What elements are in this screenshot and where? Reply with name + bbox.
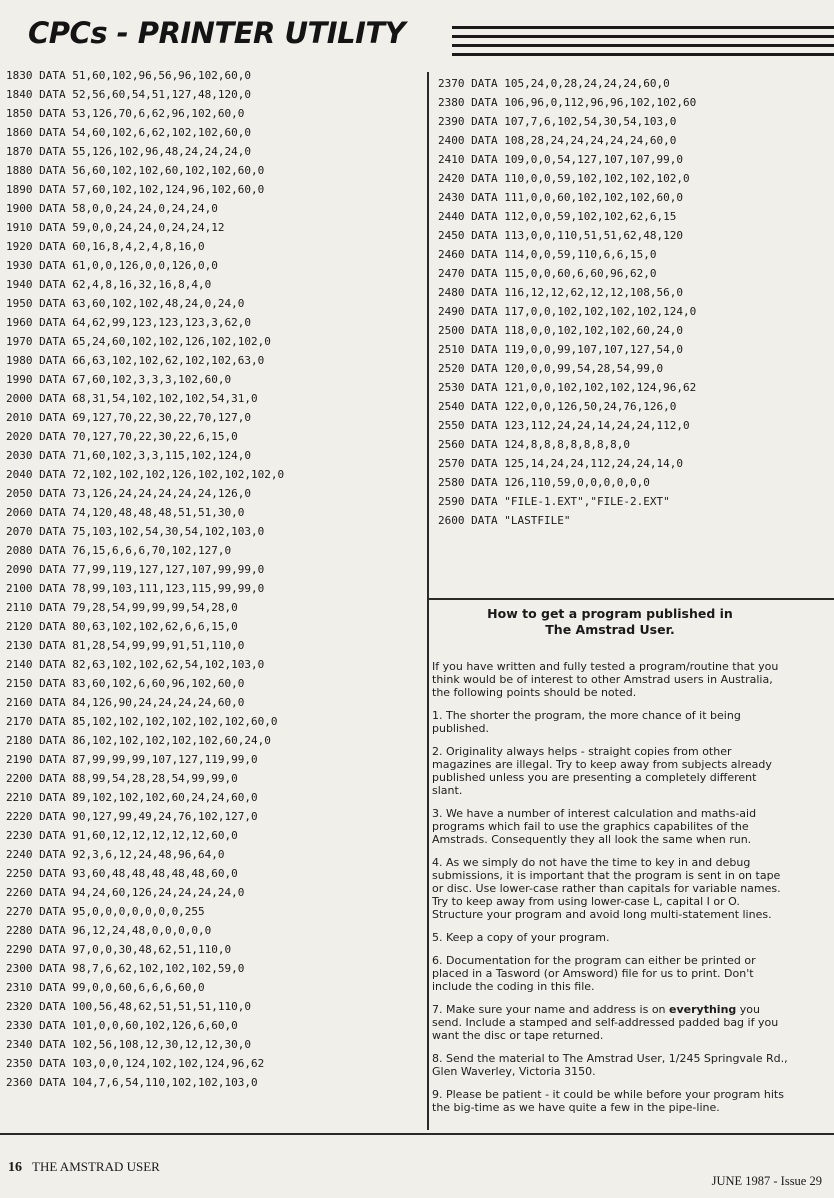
code-line: 2190 DATA 87,99,99,99,107,127,119,99,0: [6, 753, 258, 766]
code-line: 1940 DATA 62,4,8,16,32,16,8,4,0: [6, 278, 212, 291]
code-line: 2040 DATA 72,102,102,102,126,102,102,102,0: [6, 468, 285, 481]
code-line: 2110 DATA 79,28,54,99,99,99,54,28,0: [6, 601, 238, 614]
article-point: 4. As we simply do not have the time to key in and debug submissions, it is important that the program is sent in on tape or disc. Use lower-case rather than capitals for variable names. Try to keep away from using lower-case L, capital I or O. Structure your program and avoid long multi-statement lines.: [432, 856, 781, 921]
code-line: 2590 DATA "FILE-1.EXT","FILE-2.EXT": [438, 495, 670, 508]
code-line: 1970 DATA 65,24,60,102,102,126,102,102,0: [6, 335, 271, 348]
code-line: 2420 DATA 110,0,0,59,102,102,102,102,0: [438, 172, 690, 185]
code-line: 2310 DATA 99,0,0,60,6,6,6,60,0: [6, 981, 205, 994]
code-line: 2200 DATA 88,99,54,28,28,54,99,99,0: [6, 772, 238, 785]
code-line: 2230 DATA 91,60,12,12,12,12,12,60,0: [6, 829, 238, 842]
code-line: 2580 DATA 126,110,59,0,0,0,0,0,0: [438, 476, 650, 489]
code-line: 2380 DATA 106,96,0,112,96,96,102,102,60: [438, 96, 697, 109]
code-line: 2550 DATA 123,112,24,24,14,24,24,112,0: [438, 419, 690, 432]
code-line: 2500 DATA 118,0,0,102,102,102,60,24,0: [438, 324, 684, 337]
code-line: 2070 DATA 75,103,102,54,30,54,102,103,0: [6, 525, 265, 538]
article-point: 6. Documentation for the program can either be printed or placed in a Tasword (or Amsword) file for us to print. Don't include the coding in this file.: [432, 954, 756, 993]
code-line: 2400 DATA 108,28,24,24,24,24,24,60,0: [438, 134, 677, 147]
column-divider: [427, 72, 429, 1130]
code-line: 2300 DATA 98,7,6,62,102,102,102,59,0: [6, 962, 245, 975]
article-point: 2. Originality always helps - straight copies from other magazines are illegal. Try to keep away from subjects already published unless you are presenting a completely different slant.: [432, 745, 772, 797]
code-line: 2260 DATA 94,24,60,126,24,24,24,24,0: [6, 886, 245, 899]
code-line: 2600 DATA "LASTFILE": [438, 514, 571, 527]
code-line: 1950 DATA 63,60,102,102,48,24,0,24,0: [6, 297, 245, 310]
article-title-line1: How to get a program published in: [487, 606, 733, 621]
code-line: 2090 DATA 77,99,119,127,127,107,99,99,0: [6, 563, 265, 576]
code-listing-right: [438, 74, 696, 530]
code-line: 2320 DATA 100,56,48,62,51,51,51,110,0: [6, 1000, 252, 1013]
code-line: 2360 DATA 104,7,6,54,110,102,102,103,0: [6, 1076, 258, 1089]
header-rule-lines: [452, 26, 834, 60]
page-number: 16: [8, 1160, 22, 1175]
code-line: 2030 DATA 71,60,102,3,3,115,102,124,0: [6, 449, 252, 462]
code-line: 1870 DATA 55,126,102,96,48,24,24,24,0: [6, 145, 252, 158]
issue-label: JUNE 1987 - Issue 29: [711, 1174, 822, 1188]
article-point: 8. Send the material to The Amstrad User, 1/245 Springvale Rd., Glen Waverley, Victoria 3150.: [432, 1052, 788, 1078]
code-line: 2170 DATA 85,102,102,102,102,102,102,60,0: [6, 715, 278, 728]
article-point-emphasis: everything: [669, 1003, 737, 1016]
code-line: 2460 DATA 114,0,0,59,110,6,6,15,0: [438, 248, 657, 261]
article-top-rule: [428, 598, 834, 600]
code-line: 2280 DATA 96,12,24,48,0,0,0,0,0: [6, 924, 212, 937]
code-line: 2390 DATA 107,7,6,102,54,30,54,103,0: [438, 115, 677, 128]
code-line: 2140 DATA 82,63,102,102,62,54,102,103,0: [6, 658, 265, 671]
code-line: 2330 DATA 101,0,0,60,102,126,6,60,0: [6, 1019, 238, 1032]
code-line: 1860 DATA 54,60,102,6,62,102,102,60,0: [6, 126, 252, 139]
magazine-name: THE AMSTRAD USER: [32, 1159, 160, 1174]
code-line: 2050 DATA 73,126,24,24,24,24,24,126,0: [6, 487, 252, 500]
page-title: CPCs - PRINTER UTILITY: [28, 16, 406, 50]
code-line: 1910 DATA 59,0,0,24,24,0,24,24,12: [6, 221, 225, 234]
code-line: 2150 DATA 83,60,102,6,60,96,102,60,0: [6, 677, 245, 690]
code-line: 2080 DATA 76,15,6,6,6,70,102,127,0: [6, 544, 232, 557]
article-point: 5. Keep a copy of your program.: [432, 931, 610, 944]
code-line: 1930 DATA 61,0,0,126,0,0,126,0,0: [6, 259, 218, 272]
code-line: 1880 DATA 56,60,102,102,60,102,102,60,0: [6, 164, 265, 177]
footer-left: [8, 1159, 160, 1176]
code-line: 2160 DATA 84,126,90,24,24,24,24,60,0: [6, 696, 245, 709]
code-line: 2250 DATA 93,60,48,48,48,48,48,60,0: [6, 867, 238, 880]
code-line: 2410 DATA 109,0,0,54,127,107,107,99,0: [438, 153, 684, 166]
code-line: 2370 DATA 105,24,0,28,24,24,24,60,0: [438, 77, 670, 90]
code-line: 1990 DATA 67,60,102,3,3,3,102,60,0: [6, 373, 232, 386]
code-line: 2470 DATA 115,0,0,60,6,60,96,62,0: [438, 267, 657, 280]
code-line: 2130 DATA 81,28,54,99,99,91,51,110,0: [6, 639, 245, 652]
code-line: 1920 DATA 60,16,8,4,2,4,8,16,0: [6, 240, 205, 253]
code-line: 2530 DATA 121,0,0,102,102,102,124,96,62: [438, 381, 697, 394]
footer-rule: [0, 1133, 834, 1135]
code-line: 2180 DATA 86,102,102,102,102,102,60,24,0: [6, 734, 271, 747]
article-box: [432, 606, 788, 1114]
code-line: 2220 DATA 90,127,99,49,24,76,102,127,0: [6, 810, 258, 823]
code-line: 1900 DATA 58,0,0,24,24,0,24,24,0: [6, 202, 218, 215]
article-point-post: you send. Include a stamped and self-addressed padded bag if you want the disc or tape returned.: [432, 1003, 779, 1042]
code-line: 2430 DATA 111,0,0,60,102,102,102,60,0: [438, 191, 684, 204]
article-points: [432, 709, 788, 1114]
code-line: 2520 DATA 120,0,0,99,54,28,54,99,0: [438, 362, 664, 375]
article-title-line2: The Amstrad User.: [545, 622, 675, 637]
code-line: 2540 DATA 122,0,0,126,50,24,76,126,0: [438, 400, 677, 413]
code-line: 1830 DATA 51,60,102,96,56,96,102,60,0: [6, 69, 252, 82]
code-line: 1890 DATA 57,60,102,102,124,96,102,60,0: [6, 183, 265, 196]
code-line: 2100 DATA 78,99,103,111,123,115,99,99,0: [6, 582, 265, 595]
code-line: 2480 DATA 116,12,12,62,12,12,108,56,0: [438, 286, 684, 299]
code-line: 1840 DATA 52,56,60,54,51,127,48,120,0: [6, 88, 252, 101]
code-line: 2240 DATA 92,3,6,12,24,48,96,64,0: [6, 848, 225, 861]
code-line: 2510 DATA 119,0,0,99,107,107,127,54,0: [438, 343, 684, 356]
code-line: 2270 DATA 95,0,0,0,0,0,0,0,255: [6, 905, 205, 918]
article-point-pre: 7. Make sure your name and address is on: [432, 1003, 670, 1016]
code-line: 2440 DATA 112,0,0,59,102,102,62,6,15: [438, 210, 677, 223]
article-point: 3. We have a number of interest calculation and maths-aid programs which fail to use the graphics capabilites of the Amstrads. Consequently they all look the same when run.: [432, 807, 757, 846]
code-line: 2020 DATA 70,127,70,22,30,22,6,15,0: [6, 430, 238, 443]
article-intro: If you have written and fully tested a program/routine that you think would be of interest to other Amstrad users in Australia, the following points should be noted.: [432, 660, 779, 699]
code-line: 2000 DATA 68,31,54,102,102,102,54,31,0: [6, 392, 258, 405]
code-listing-left: [6, 66, 284, 1092]
code-line: 2120 DATA 80,63,102,102,62,6,6,15,0: [6, 620, 238, 633]
article-title: [432, 606, 788, 638]
code-line: 2060 DATA 74,120,48,48,48,51,51,30,0: [6, 506, 245, 519]
code-line: 1960 DATA 64,62,99,123,123,123,3,62,0: [6, 316, 252, 329]
code-line: 2340 DATA 102,56,108,12,30,12,12,30,0: [6, 1038, 252, 1051]
code-line: 2560 DATA 124,8,8,8,8,8,8,8,0: [438, 438, 631, 451]
code-line: 2490 DATA 117,0,0,102,102,102,102,124,0: [438, 305, 697, 318]
article-point: 9. Please be patient - it could be while before your program hits the big-time as we have quite a few in the pipe-line.: [432, 1088, 784, 1114]
code-line: 2290 DATA 97,0,0,30,48,62,51,110,0: [6, 943, 232, 956]
code-line: 2210 DATA 89,102,102,102,60,24,24,60,0: [6, 791, 258, 804]
code-line: 1980 DATA 66,63,102,102,62,102,102,63,0: [6, 354, 265, 367]
code-line: 2350 DATA 103,0,0,124,102,102,124,96,62: [6, 1057, 265, 1070]
code-line: 2010 DATA 69,127,70,22,30,22,70,127,0: [6, 411, 252, 424]
code-line: 2570 DATA 125,14,24,24,112,24,24,14,0: [438, 457, 684, 470]
code-line: 1850 DATA 53,126,70,6,62,96,102,60,0: [6, 107, 245, 120]
article-point: [432, 1003, 788, 1042]
code-line: 2450 DATA 113,0,0,110,51,51,62,48,120: [438, 229, 684, 242]
article-point: 1. The shorter the program, the more chance of it being published.: [432, 709, 741, 735]
